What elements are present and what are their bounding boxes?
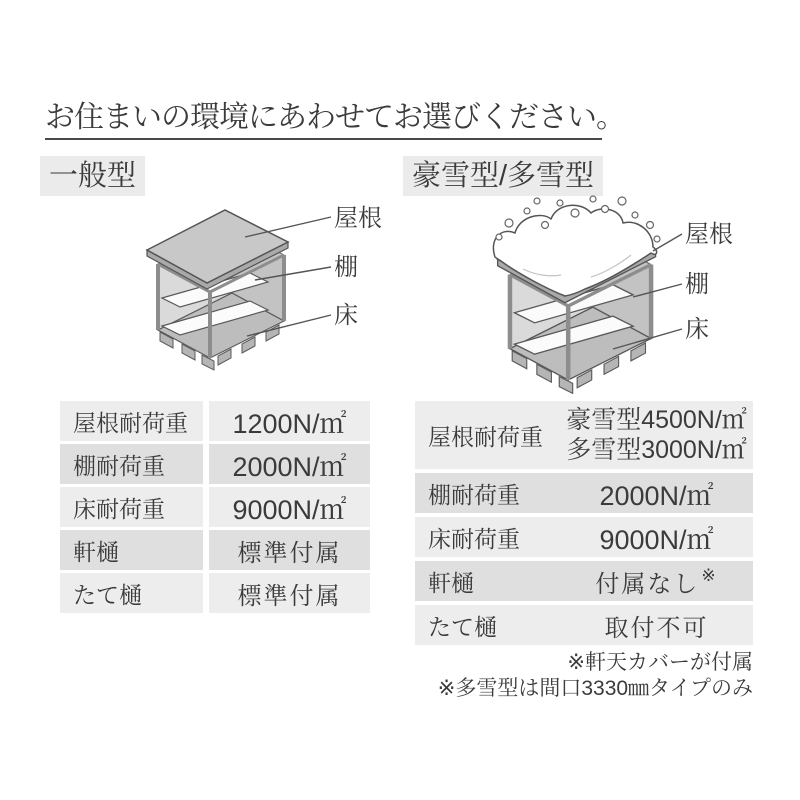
footnote-marker: ※ [701,566,718,585]
spec-table-general [60,401,370,613]
spec-label-downspout: たて樋 [415,605,560,645]
spec-value-roof-load [560,401,753,469]
spec-label-floor-load: 床耐荷重 [415,517,560,557]
diagram-label-shelf: 棚 [685,271,709,298]
spec-value-downspout: 取付不可 [560,605,753,645]
spec-value-eaves-gutter [560,561,753,601]
spec-label-floor-load: 床耐荷重 [60,487,203,527]
diagram-label-roof: 屋根 [334,205,382,232]
title-underline [45,138,602,140]
spec-label-roof-load: 屋根耐荷重 [60,401,203,441]
page-title: お住まいの環境にあわせてお選びください。 [45,101,625,134]
spec-value-shelf-load: 2000N/㎡ [209,444,370,484]
spec-label-shelf-load: 棚耐荷重 [60,444,203,484]
spec-value-shelf-load: 2000N/㎡ [560,473,753,513]
section-heading-heavy-snow: 豪雪型/多雪型 [403,156,603,196]
roof-load-heavy-snow-line: 豪雪型4500N/㎡ [566,406,747,434]
spec-label-shelf-load: 棚耐荷重 [415,473,560,513]
spec-value-eaves-gutter: 標準付属 [209,530,370,570]
spec-value-floor-load: 9000N/㎡ [209,487,370,527]
footnotes [415,650,753,702]
spec-value-floor-load: 9000N/㎡ [560,517,753,557]
spec-value-downspout: 標準付属 [209,573,370,613]
spec-label-eaves-gutter: 軒樋 [415,561,560,601]
shed-illustration-heavy-snow [405,195,755,410]
section-heading-general: 一般型 [40,156,145,196]
spec-value-roof-load: 1200N/㎡ [209,401,370,441]
roof-load-multi-snow-line: 多雪型3000N/㎡ [566,436,747,464]
spec-label-downspout: たて樋 [60,573,203,613]
diagram-label-floor: 床 [685,316,709,343]
diagram-label-floor: 床 [334,302,358,329]
diagram-label-shelf: 棚 [334,254,358,281]
spec-label-roof-load: 屋根耐荷重 [415,401,560,469]
spec-value-text: 付属なし [595,570,700,598]
spec-table-heavy-snow [415,401,753,645]
footnote-soffit-cover: ※軒天カバーが付属 [567,651,753,674]
diagram-label-roof: 屋根 [685,221,733,248]
shed-illustration-general [100,200,400,395]
footnote-multi-snow-width: ※多雪型は間口3330㎜タイプのみ [437,677,753,700]
spec-label-eaves-gutter: 軒樋 [60,530,203,570]
